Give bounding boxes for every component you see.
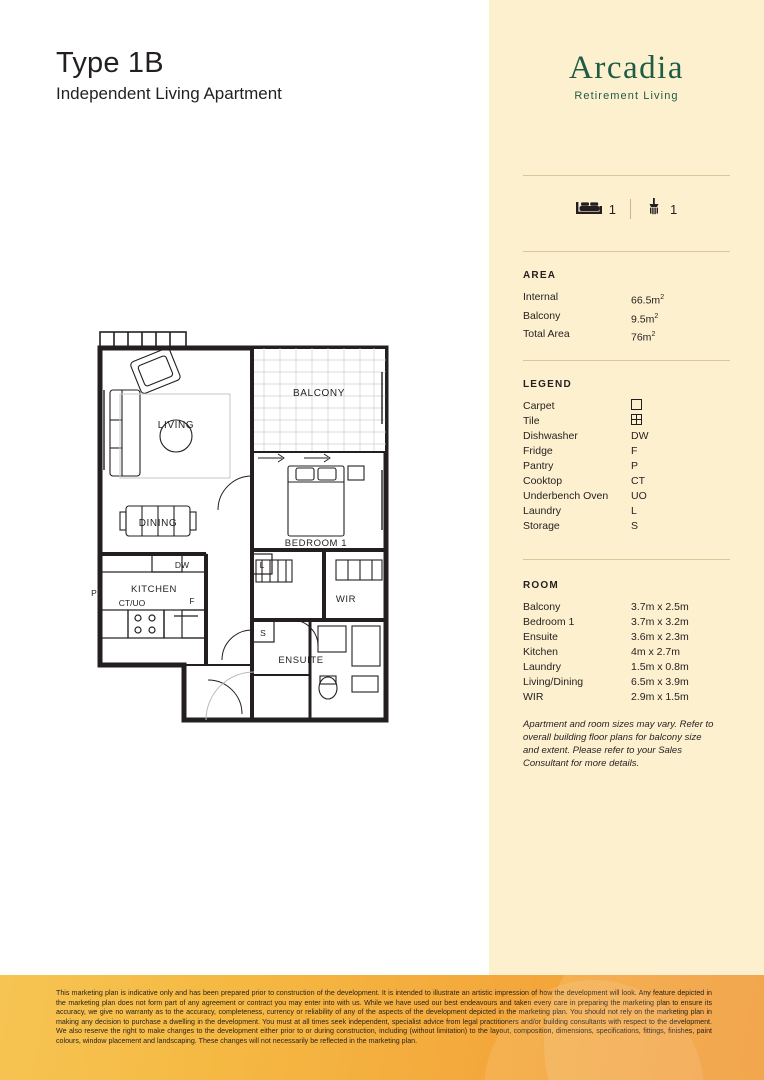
legend-row: [523, 489, 733, 504]
room-label: Balcony: [523, 601, 561, 613]
floor-plan-drawing: [56, 320, 456, 750]
apartment-type-subtitle: Independent Living Apartment: [56, 84, 282, 104]
apartment-type-title: Type 1B: [56, 47, 164, 79]
tile-swatch-icon: [631, 414, 642, 425]
legend-label: Laundry: [523, 505, 561, 517]
plan-label-living: LIVING: [157, 420, 195, 431]
room-label: Ensuite: [523, 631, 559, 643]
legend-heading: LEGEND: [523, 379, 572, 390]
plan-label-kitchen: KITCHEN: [131, 584, 177, 595]
legend-label: Carpet: [523, 400, 555, 412]
room-value: 3.7m x 3.2m: [631, 616, 689, 628]
legend-label: Storage: [523, 520, 560, 532]
legend-row: [523, 399, 733, 414]
plan-label-dw: DW: [174, 560, 190, 570]
area-heading: AREA: [523, 270, 557, 281]
area-row: [523, 290, 733, 309]
plan-label-wir: WIR: [335, 594, 357, 605]
plan-label-dining: DINING: [138, 518, 178, 529]
room-row: [523, 690, 733, 705]
room-row: [523, 630, 733, 645]
bedroom-count: 1: [608, 201, 616, 217]
room-count-row: [489, 198, 764, 220]
info-sidebar: [489, 0, 764, 975]
area-row: [523, 309, 733, 328]
legend-value: CT: [631, 475, 645, 487]
bath-icon: [645, 198, 663, 220]
plan-label-fridge: F: [189, 596, 195, 606]
plan-label-bedroom1: BEDROOM 1: [284, 538, 348, 549]
legend-value: L: [631, 505, 637, 517]
legend-value: S: [631, 520, 639, 532]
legend-row: [523, 474, 733, 489]
room-value: 4m x 2.7m: [631, 646, 681, 658]
legend-value: P: [631, 460, 639, 472]
sizes-disclaimer-note: Apartment and room sizes may vary. Refer to overall building floor plans for balcony size and extent. Please refer to your Sales Consultant for more details.: [523, 719, 714, 769]
room-label: Kitchen: [523, 646, 559, 658]
legend-label: Cooktop: [523, 475, 563, 487]
room-label: WIR: [523, 691, 544, 703]
footer-banner: [0, 975, 764, 1080]
area-row: [523, 327, 733, 346]
bathroom-count-cell: [645, 198, 677, 220]
legend-label: Underbench Oven: [523, 490, 609, 502]
area-value: $66.5m^2$: [631, 294, 665, 307]
room-row: [523, 675, 733, 690]
legend-value: DW: [631, 430, 649, 442]
bed-icon: [576, 199, 602, 220]
area-value: $9.5m^2$: [631, 312, 659, 325]
plan-label-ct-uo: CT/UO: [118, 598, 146, 608]
room-value: 6.5m x 3.9m: [631, 676, 689, 688]
legend-label: Pantry: [523, 460, 554, 472]
room-value: 3.7m x 2.5m: [631, 601, 689, 613]
plan-label-storage: S: [260, 628, 266, 638]
carpet-swatch-icon: [631, 399, 642, 410]
room-label: Living/Dining: [523, 676, 584, 688]
divider: [523, 251, 730, 252]
legend-label: Dishwasher: [523, 430, 578, 442]
legend-value: F: [631, 445, 638, 457]
legend-row: [523, 459, 733, 474]
room-heading: ROOM: [523, 580, 559, 591]
legend-row: [523, 429, 733, 444]
page-title: [56, 48, 476, 104]
area-value: $76m^2$: [631, 331, 656, 344]
plan-label-pantry: P: [91, 588, 97, 598]
legend-swatch-tile: [631, 414, 733, 429]
room-row: [523, 660, 733, 675]
plan-label-balcony: BALCONY: [293, 388, 345, 399]
brand-block: [489, 52, 764, 102]
room-label: Bedroom 1: [523, 616, 575, 628]
area-label: Total Area: [523, 328, 570, 340]
room-value: 2.9m x 1.5m: [631, 691, 689, 703]
room-row: [523, 645, 733, 660]
legend-label: Fridge: [523, 445, 553, 457]
bathroom-count: 1: [670, 201, 678, 217]
legend-section: [523, 379, 733, 534]
area-label: Balcony: [523, 309, 561, 322]
divider: [523, 360, 730, 361]
legend-row: [523, 414, 733, 429]
brand-name: Arcadia: [569, 50, 684, 86]
divider: [523, 175, 730, 176]
icon-divider: [630, 199, 631, 219]
plan-label-laundry: L: [259, 560, 265, 570]
legend-row: [523, 519, 733, 534]
area-section: [523, 270, 733, 346]
divider: [523, 559, 730, 560]
room-row: [523, 615, 733, 630]
room-value: 1.5m x 0.8m: [631, 661, 689, 673]
legend-value: UO: [631, 490, 647, 502]
room-label: Laundry: [523, 661, 561, 673]
area-label: Internal: [523, 291, 559, 303]
legend-row: [523, 504, 733, 519]
legend-swatch-carpet: [631, 399, 733, 414]
legend-row: [523, 444, 733, 459]
room-section: [523, 580, 733, 705]
room-value: 3.6m x 2.3m: [631, 631, 689, 643]
room-row: [523, 600, 733, 615]
plan-label-ensuite: ENSUITE: [278, 655, 324, 666]
legend-label: Tile: [523, 415, 540, 427]
marketing-disclaimer: This marketing plan is indicative only and has been prepared prior to construction of the development. It is intended to illustrate an artistic impression of how the development will look. Any feature depicted in the marketing plan does not form part of any agreement or contract you may enter into with us. While we have used our best endeavours and taken every care in preparing the marketing plan to ensure its accuracy, we give no warranty as to the accuracy, completeness, currency or reliability of any of the aspects of the development depicted in the marketing plan. You should not rely on the marketing plan in making any decision to purchase a dwelling in the development. You must at all times seek independent, specialist advice from legal practitioners and/or building consultants with respect to the development. We also reserve the right to make changes to the development either prior to or during construction, including (without limitation) to the layout, composition, dimensions, specifications, fittings, finishes, paint colours, window placement and landscaping. These changes will not necessarily be reflected in the marketing plan.: [56, 989, 712, 1045]
brand-tagline: Retirement Living: [574, 90, 679, 102]
bedroom-count-cell: [576, 199, 616, 220]
